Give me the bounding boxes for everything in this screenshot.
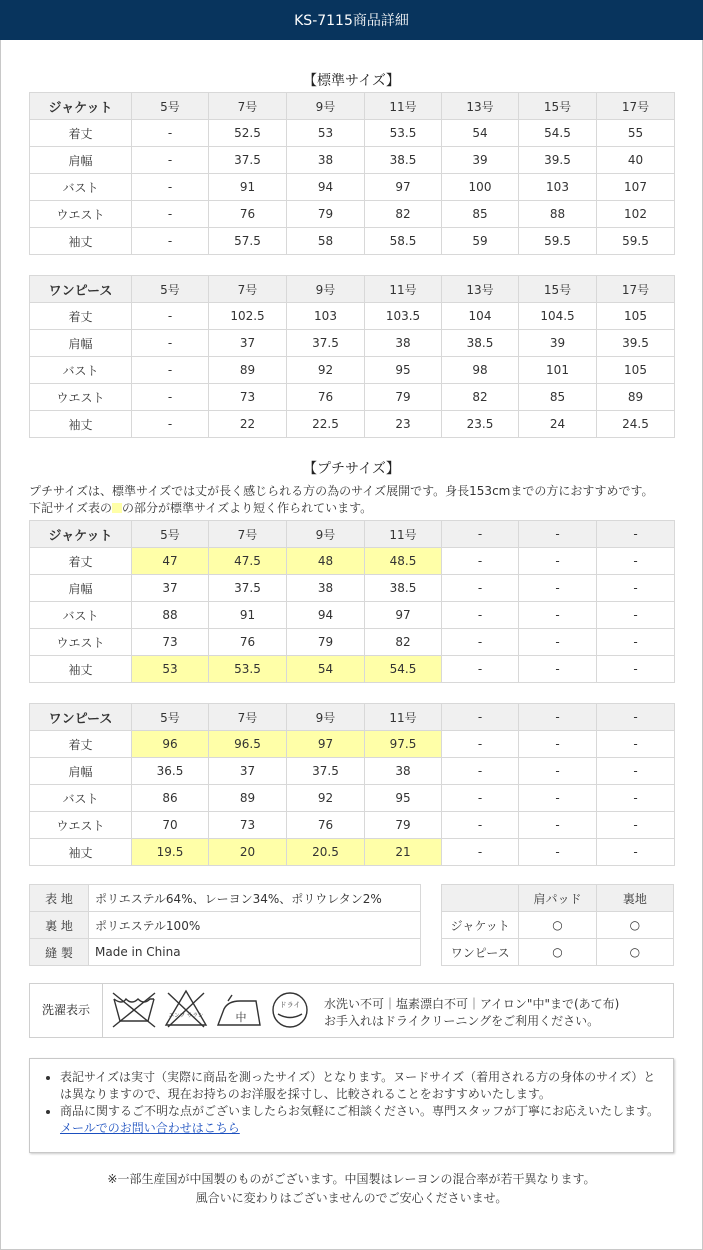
material-row (30, 912, 421, 939)
size-value: 73 (209, 384, 287, 411)
care-label: 洗濯表示 (30, 984, 103, 1037)
no-bleach-icon-label: エンソ サラシ (168, 1013, 204, 1019)
measure-label: ウエスト (30, 201, 132, 228)
garment-label: ジャケット (30, 521, 132, 548)
size-value: 53.5 (365, 120, 442, 147)
measure-label: 着丈 (30, 548, 132, 575)
petite-jacket-table (29, 520, 675, 683)
size-row (30, 120, 675, 147)
size-value: 89 (209, 785, 287, 812)
size-value: - (132, 357, 209, 384)
size-value: - (597, 785, 675, 812)
garment-label: ジャケット (30, 93, 132, 120)
size-header: 7号 (209, 704, 287, 731)
care-icons-svg (110, 987, 315, 1033)
care-line-2: お手入れはドライクリーニングをご利用ください。 (324, 1014, 600, 1028)
size-header: 11号 (365, 521, 442, 548)
size-value: 23.5 (442, 411, 519, 438)
measure-label: バスト (30, 174, 132, 201)
size-header: 9号 (287, 704, 365, 731)
size-header: 7号 (209, 276, 287, 303)
size-value: 38 (287, 575, 365, 602)
size-value: 97.5 (365, 731, 442, 758)
size-value: 40 (597, 147, 675, 174)
size-value: - (442, 839, 519, 866)
petite-highlight-note (29, 500, 372, 516)
size-value: 37.5 (209, 575, 287, 602)
size-value: - (442, 812, 519, 839)
material-value: Made in China (89, 939, 421, 966)
size-header: 15号 (519, 93, 597, 120)
size-value: 88 (519, 201, 597, 228)
standard-size-title: 【標準サイズ】 (303, 73, 400, 89)
fit-item: ジャケット (442, 912, 519, 939)
size-value: 21 (365, 839, 442, 866)
dry-clean-icon (273, 993, 307, 1027)
petite-onepiece-table (29, 703, 675, 866)
size-value: 91 (209, 602, 287, 629)
size-row (30, 357, 675, 384)
size-value: 47.5 (209, 548, 287, 575)
iron-medium-label: 中 (235, 1011, 247, 1024)
size-value: 24.5 (597, 411, 675, 438)
size-value: 22 (209, 411, 287, 438)
size-value: 39.5 (597, 330, 675, 357)
measure-label: 肩幅 (30, 330, 132, 357)
size-header: 17号 (597, 276, 675, 303)
size-value: - (442, 758, 519, 785)
size-value: 39 (442, 147, 519, 174)
size-value: - (442, 575, 519, 602)
size-value: - (597, 812, 675, 839)
measure-label: ウエスト (30, 629, 132, 656)
care-label-box (29, 983, 674, 1038)
measure-label: 袖丈 (30, 839, 132, 866)
size-value: - (519, 548, 597, 575)
fit-row (442, 939, 674, 966)
size-value: - (132, 384, 209, 411)
size-value: 79 (287, 629, 365, 656)
size-value: - (442, 548, 519, 575)
care-text (324, 996, 619, 1030)
size-value: - (597, 656, 675, 683)
no-bleach-icon (166, 991, 206, 1027)
size-header: 9号 (287, 93, 365, 120)
size-value: 79 (287, 201, 365, 228)
size-value: 73 (132, 629, 209, 656)
size-value: - (519, 602, 597, 629)
size-row (30, 303, 675, 330)
notes-list (30, 1069, 673, 1137)
size-value: 104 (442, 303, 519, 330)
size-value: 91 (209, 174, 287, 201)
size-value: 86 (132, 785, 209, 812)
measure-label: バスト (30, 785, 132, 812)
garment-label: ワンピース (30, 276, 132, 303)
size-row (30, 839, 675, 866)
size-value: 105 (597, 303, 675, 330)
size-value: 104.5 (519, 303, 597, 330)
no-wash-icon (113, 993, 155, 1027)
size-value: 76 (209, 201, 287, 228)
size-header: 11号 (365, 276, 442, 303)
size-value: 39 (519, 330, 597, 357)
fit-value: ○ (519, 939, 596, 966)
footer-note (0, 1170, 703, 1208)
size-value: - (132, 303, 209, 330)
size-value: 38.5 (442, 330, 519, 357)
size-header: - (519, 704, 597, 731)
size-value: - (597, 548, 675, 575)
fit-corner (442, 885, 519, 912)
petite-note-suffix: の部分が標準サイズより短く作られています。 (122, 501, 373, 515)
size-value: 39.5 (519, 147, 597, 174)
size-value: 105 (597, 357, 675, 384)
size-header: - (442, 521, 519, 548)
size-value: 20.5 (287, 839, 365, 866)
size-value: 54 (442, 120, 519, 147)
size-value: 52.5 (209, 120, 287, 147)
size-value: 102 (597, 201, 675, 228)
size-header: 13号 (442, 276, 519, 303)
material-label: 縫 製 (30, 939, 89, 966)
measure-label: 袖丈 (30, 228, 132, 255)
page-title: KS-7115商品詳細 (0, 0, 703, 40)
petite-note-prefix: 下記サイズ表の (29, 501, 113, 515)
size-header: 7号 (209, 521, 287, 548)
note-item: • 表記サイズは実寸（実際に商品を測ったサイズ）となります。ヌードサイズ（着用される方の身体のサイズ）とは異なりますので、現在お持ちのお洋服を採寸し、比較されることをおすすめいたします。 (60, 1069, 673, 1103)
size-value: 37.5 (287, 330, 365, 357)
material-row (30, 885, 421, 912)
size-row (30, 629, 675, 656)
size-value: 73 (209, 812, 287, 839)
size-row (30, 411, 675, 438)
size-value: 98 (442, 357, 519, 384)
size-header: 5号 (132, 704, 209, 731)
size-value: 76 (287, 384, 365, 411)
size-value: 95 (365, 785, 442, 812)
size-value: 107 (597, 174, 675, 201)
fit-head-lining: 裏地 (596, 885, 673, 912)
size-value: 38.5 (365, 575, 442, 602)
size-value: 103 (287, 303, 365, 330)
size-value: - (597, 602, 675, 629)
size-header: 5号 (132, 93, 209, 120)
size-value: 102.5 (209, 303, 287, 330)
size-row (30, 228, 675, 255)
measure-label: バスト (30, 602, 132, 629)
size-header: 11号 (365, 93, 442, 120)
size-head-row (30, 521, 675, 548)
fit-value: ○ (596, 939, 673, 966)
size-value: 82 (442, 384, 519, 411)
measure-label: 肩幅 (30, 575, 132, 602)
material-label: 裏 地 (30, 912, 89, 939)
size-value: 54.5 (365, 656, 442, 683)
fit-item: ワンピース (442, 939, 519, 966)
measure-label: 着丈 (30, 303, 132, 330)
size-value: 38 (287, 147, 365, 174)
size-header: - (519, 521, 597, 548)
note-item-text: 商品に関するご不明な点がございましたらお気軽にご相談ください。専門スタッフが丁寧にお応えいたします。 (60, 1104, 660, 1118)
size-row (30, 812, 675, 839)
size-value: - (132, 120, 209, 147)
size-row (30, 384, 675, 411)
size-value: - (132, 411, 209, 438)
size-value: - (132, 228, 209, 255)
size-value: 24 (519, 411, 597, 438)
size-value: 37 (132, 575, 209, 602)
size-value: - (519, 656, 597, 683)
size-value: 82 (365, 201, 442, 228)
email-inquiry-link[interactable]: メールでのお問い合わせはこちら (60, 1121, 240, 1135)
size-row (30, 602, 675, 629)
notes-box (29, 1058, 674, 1153)
size-value: - (597, 758, 675, 785)
size-header: 9号 (287, 521, 365, 548)
size-value: 38 (365, 758, 442, 785)
size-value: 53 (132, 656, 209, 683)
size-value: 37.5 (209, 147, 287, 174)
size-value: - (519, 812, 597, 839)
size-header: 5号 (132, 276, 209, 303)
size-head-row (30, 93, 675, 120)
standard-jacket-table (29, 92, 675, 255)
size-value: 97 (287, 731, 365, 758)
size-value: - (442, 785, 519, 812)
note-item (60, 1103, 673, 1137)
measure-label: 袖丈 (30, 411, 132, 438)
size-value: 103 (519, 174, 597, 201)
petite-note: プチサイズは、標準サイズでは丈が長く感じられる方の為のサイズ展開です。身長153cmまでの方におすすめです。 (29, 484, 654, 498)
size-value: - (442, 629, 519, 656)
size-row (30, 548, 675, 575)
size-value: 92 (287, 357, 365, 384)
size-row (30, 330, 675, 357)
size-value: - (597, 629, 675, 656)
fit-table (441, 884, 674, 966)
size-value: - (132, 201, 209, 228)
size-header: - (597, 521, 675, 548)
garment-label: ワンピース (30, 704, 132, 731)
size-head-row (30, 704, 675, 731)
fit-head-row (442, 885, 674, 912)
material-label: 表 地 (30, 885, 89, 912)
care-line-1: 水洗い不可｜塩素漂白不可｜アイロン"中"まで(あて布) (324, 997, 620, 1011)
size-value: 89 (597, 384, 675, 411)
size-value: 47 (132, 548, 209, 575)
care-icons (110, 987, 315, 1036)
highlight-swatch (112, 503, 122, 513)
size-value: - (132, 174, 209, 201)
size-header: 7号 (209, 93, 287, 120)
fit-value: ○ (596, 912, 673, 939)
fit-row (442, 912, 674, 939)
petite-size-title: 【プチサイズ】 (303, 461, 400, 477)
size-value: 85 (442, 201, 519, 228)
size-value: - (597, 731, 675, 758)
size-value: 79 (365, 384, 442, 411)
measure-label: 着丈 (30, 731, 132, 758)
size-header: 9号 (287, 276, 365, 303)
measure-label: 肩幅 (30, 758, 132, 785)
size-value: 59 (442, 228, 519, 255)
material-row (30, 939, 421, 966)
size-value: - (519, 839, 597, 866)
size-value: 79 (365, 812, 442, 839)
standard-onepiece-table (29, 275, 675, 438)
size-value: 97 (365, 174, 442, 201)
size-value: 48.5 (365, 548, 442, 575)
size-value: 94 (287, 602, 365, 629)
measure-label: ウエスト (30, 384, 132, 411)
size-value: 92 (287, 785, 365, 812)
size-value: 101 (519, 357, 597, 384)
size-value: 76 (209, 629, 287, 656)
dry-clean-label: ドライ (279, 1001, 301, 1009)
material-value: ポリエステル64%、レーヨン34%、ポリウレタン2% (89, 885, 421, 912)
size-value: 57.5 (209, 228, 287, 255)
size-value: 88 (132, 602, 209, 629)
size-header: 17号 (597, 93, 675, 120)
size-row (30, 147, 675, 174)
size-value: 59.5 (597, 228, 675, 255)
size-row (30, 758, 675, 785)
size-value: 59.5 (519, 228, 597, 255)
size-header: 5号 (132, 521, 209, 548)
size-value: 96 (132, 731, 209, 758)
size-value: 22.5 (287, 411, 365, 438)
size-header: 13号 (442, 93, 519, 120)
size-value: 82 (365, 629, 442, 656)
size-value: 54.5 (519, 120, 597, 147)
iron-medium-icon (218, 995, 260, 1025)
fit-head-shoulder-pad: 肩パッド (519, 885, 596, 912)
measure-label: バスト (30, 357, 132, 384)
size-head-row (30, 276, 675, 303)
size-value: 95 (365, 357, 442, 384)
material-table (29, 884, 421, 966)
measure-label: 着丈 (30, 120, 132, 147)
size-row (30, 575, 675, 602)
size-value: 37 (209, 330, 287, 357)
size-value: 53 (287, 120, 365, 147)
size-value: 37 (209, 758, 287, 785)
size-value: 37.5 (287, 758, 365, 785)
measure-label: 袖丈 (30, 656, 132, 683)
size-value: - (597, 575, 675, 602)
size-value: - (519, 731, 597, 758)
footer-line-2: 風合いに変わりはございませんのでご安心くださいませ。 (195, 1191, 508, 1205)
size-value: - (132, 330, 209, 357)
fit-value: ○ (519, 912, 596, 939)
size-value: 38.5 (365, 147, 442, 174)
size-header: 11号 (365, 704, 442, 731)
size-value: 19.5 (132, 839, 209, 866)
size-value: - (519, 758, 597, 785)
size-value: - (597, 839, 675, 866)
size-value: 54 (287, 656, 365, 683)
size-row (30, 201, 675, 228)
size-row (30, 174, 675, 201)
size-value: 103.5 (365, 303, 442, 330)
size-value: 94 (287, 174, 365, 201)
size-value: 48 (287, 548, 365, 575)
size-value: - (132, 147, 209, 174)
size-value: 58.5 (365, 228, 442, 255)
size-value: 23 (365, 411, 442, 438)
size-header: - (442, 704, 519, 731)
size-value: 70 (132, 812, 209, 839)
material-value: ポリエステル100% (89, 912, 421, 939)
size-value: 96.5 (209, 731, 287, 758)
size-value: 85 (519, 384, 597, 411)
measure-label: 肩幅 (30, 147, 132, 174)
size-value: - (519, 575, 597, 602)
size-value: 55 (597, 120, 675, 147)
size-value: 58 (287, 228, 365, 255)
size-header: - (597, 704, 675, 731)
size-value: - (519, 629, 597, 656)
size-value: - (519, 785, 597, 812)
size-value: 53.5 (209, 656, 287, 683)
size-value: 89 (209, 357, 287, 384)
size-row (30, 731, 675, 758)
size-value: 76 (287, 812, 365, 839)
size-value: 38 (365, 330, 442, 357)
size-value: 20 (209, 839, 287, 866)
size-row (30, 785, 675, 812)
footer-line-1: ※一部生産国が中国製のものがございます。中国製はレーヨンの混合率が若干異なります。 (107, 1172, 596, 1186)
measure-label: ウエスト (30, 812, 132, 839)
size-value: - (442, 602, 519, 629)
size-row (30, 656, 675, 683)
size-value: - (442, 656, 519, 683)
size-value: - (442, 731, 519, 758)
size-value: 36.5 (132, 758, 209, 785)
size-value: 100 (442, 174, 519, 201)
size-value: 97 (365, 602, 442, 629)
size-header: 15号 (519, 276, 597, 303)
